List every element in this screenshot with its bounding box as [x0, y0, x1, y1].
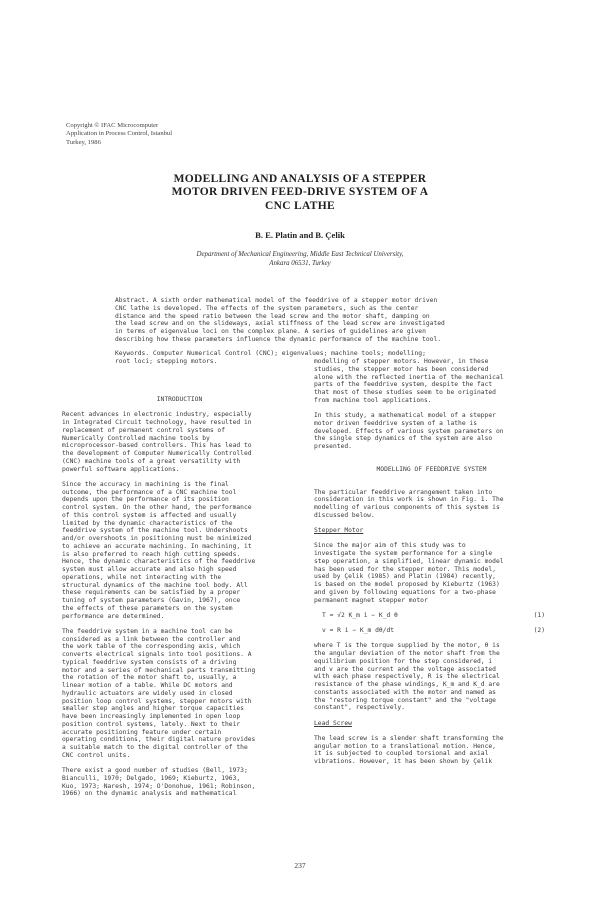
paragraph — [314, 542, 549, 604]
text-line: The lead screw is a slender shaft transforming the — [314, 734, 504, 742]
left-column — [62, 396, 297, 798]
text-line: to achieve an accurate machining. In machining, it — [62, 542, 252, 550]
text-line: these requirements can be satisfied by a proper — [62, 589, 241, 597]
text-line: Numerically Controlled machine tools by — [62, 434, 210, 442]
text-line: depends upon the performance of its position — [62, 496, 229, 504]
section-heading-introduction: INTRODUCTION — [156, 396, 203, 403]
text-line: in Integrated Circuit technology, have resulted in — [62, 419, 252, 426]
section-heading-modelling: MODELLING OF FEEDDRIVE SYSTEM — [376, 465, 487, 473]
text-line: step operation, a simplified, linear dynamic model — [314, 557, 504, 565]
text-line: parts of the feeddrive system, despite the fact — [314, 381, 493, 389]
text-line: the effects of these parameters on the system — [62, 604, 233, 612]
text-line: The feeddrive system in a machine tool can be — [62, 627, 233, 635]
title-line: CNC LATHE — [265, 199, 335, 212]
text-line: outcome, the performance of a CNC machine tool — [62, 488, 237, 496]
text-line: and v are the current and the voltage associated — [314, 665, 496, 673]
text-line: converts electrical signals into tool positions. A — [62, 651, 252, 658]
text-line: and given by following equations for a two-phase — [314, 588, 496, 596]
subsection-heading-lead-screw: Lead Screw — [314, 719, 352, 727]
keywords-line: Keywords. Computer Numerical Control (CNC); eigenvalues; machine tools; modelling; — [115, 350, 426, 357]
text-line: position loop control systems, stepper motors with — [62, 697, 252, 705]
text-line: with each phase respectively, R is the electrical — [314, 673, 500, 681]
text-line: powerful software applications. — [62, 465, 180, 473]
text-line: where T is the torque supplied by the motor, θ is — [314, 642, 500, 650]
paragraph — [314, 735, 549, 766]
abstract-line: distance and the speed ratio between the lead screw and the motor shaft, damping on — [115, 312, 430, 320]
text-line: a suitable match to the digital controller of the — [62, 744, 248, 751]
text-line: is also preferred to reach high cutting speeds. — [62, 550, 241, 558]
text-line: structural dynamics of the machine tool body. All — [62, 581, 248, 589]
text-line: In this study, a mathematical model of a stepper — [314, 412, 496, 419]
text-line: the rotation of the motor shaft to, usually, a — [62, 674, 237, 682]
text-line: resistance of the phase windings, K_m and K_d are — [314, 681, 500, 688]
right-column — [314, 358, 549, 766]
text-line: it is subjected to coupled torsional and axial — [314, 750, 489, 758]
equation-1 — [314, 612, 549, 620]
text-line: performance are determined. — [62, 612, 165, 620]
text-line: that most of these studies seem to be originated — [314, 389, 496, 396]
text-line: feeddrive system of the machine tool. Undershoots — [62, 527, 248, 535]
text-line: angular motion to a translational motion. Hence, — [314, 742, 496, 750]
copyright-line: Application in Process Control, Istanbul — [66, 130, 173, 138]
copyright-notice — [66, 122, 326, 147]
abstract-line: Abstract. A sixth order mathematical model of the feeddrive of a stepper motor driven — [115, 297, 438, 304]
paragraph — [62, 628, 297, 760]
text-line: CNC control units. — [62, 751, 131, 759]
text-line: vibrations. However, it has been shown by Çelik — [314, 758, 493, 765]
paragraph — [62, 481, 297, 621]
paragraph — [62, 411, 297, 473]
text-line: is based on the model proposed by Kieburtz (1963) — [314, 581, 500, 588]
text-line: Bianculli, 1970; Delgado, 1969; Kieburtz, 1963, — [62, 774, 241, 782]
text-line: from machine tool applications. — [314, 396, 432, 404]
text-line: Kuo, 1973; Naresh, 1974; O'Donohue, 1961; Robinson, — [62, 782, 256, 790]
text-line: hydraulic actuators are widely used in closed — [62, 689, 233, 697]
text-line: the "restoring torque constant" and the "voltage — [314, 696, 496, 704]
text-line: The particular feeddrive arrangement taken into — [314, 488, 493, 496]
equation-text: v = R i − K_m dθ/dt — [322, 627, 395, 634]
text-line: smaller step angles and higher torque capacities — [62, 705, 244, 713]
text-line: constant", respectively. — [314, 704, 405, 712]
equation-2 — [314, 627, 549, 635]
text-line: presented. — [314, 443, 352, 450]
text-line: Recent advances in electronic industry, especially — [62, 411, 252, 419]
text-line: modelling of stepper motors. However, in these — [314, 358, 489, 365]
text-line: Since the accuracy in machining is the final — [62, 480, 229, 488]
text-line: alone with the reflected inertia of the mechanical — [314, 373, 504, 381]
text-line: modelling of various components of this system is — [314, 504, 500, 511]
text-line: equilibrium position for the step considered, i — [314, 657, 493, 665]
keywords-line: root loci; stepping motors. — [115, 357, 218, 365]
text-line: considered as a link between the controller and — [62, 635, 241, 643]
text-line: control system. On the other hand, the performance — [62, 504, 252, 511]
equation-number: (1) — [533, 611, 545, 619]
text-line: replacement of permanent control systems of — [62, 426, 226, 434]
abstract-line: the lead screw and on the slideways, axial stiffness of the lead screw are investigated — [115, 320, 445, 328]
text-line: (CNC) machine tools of a great versatility with — [62, 457, 241, 465]
text-line: have been increasingly implemented in open loop — [62, 713, 241, 720]
text-line: tuning of system parameters (Gavin, 1967), once — [62, 597, 241, 604]
text-line: typical feeddrive system consists of a driving — [62, 658, 237, 666]
text-line: operating conditions, their digital nature provides — [62, 736, 256, 744]
copyright-line: Copyright © IFAC Microcomputer — [66, 122, 159, 129]
text-line: Hence, the dynamic characteristics of the feeddrive — [62, 558, 256, 566]
text-line: There exist a good number of studies (Bell, 1973; — [62, 767, 248, 774]
text-line: accurate positioning feature under certain — [62, 728, 222, 736]
affiliation — [100, 251, 500, 268]
subsection-heading-stepper-motor: Stepper Motor — [314, 527, 364, 534]
abstract-line: in terms of eigenvalue loci on the complex plane. A series of guidelines are given — [115, 328, 426, 335]
text-line: system must allow accurate and also high speed — [62, 566, 237, 573]
text-line: studies, the stepper motor has been considered — [314, 365, 489, 373]
text-line: developed. Effects of various system parameters on — [314, 427, 504, 435]
text-line: the development of Computer Numerically Controlled — [62, 450, 252, 457]
affiliation-line: Ankara 06531, Turkey — [269, 259, 331, 267]
abstract-line: describing how these parameters influence the dynamic performance of the machine tool. — [115, 335, 442, 343]
abstract — [115, 297, 495, 344]
copyright-line: Turkey, 1986 — [66, 138, 101, 146]
affiliation-line: Department of Mechanical Engineering, Middle East Technical University, — [196, 251, 404, 258]
page-number: 237 — [294, 861, 306, 870]
text-line: linear motion of a table. While DC motors and — [62, 682, 233, 689]
paragraph — [314, 358, 549, 405]
text-line: the work table of the corresponding axis, which — [62, 643, 241, 651]
text-line: constants associated with the motor and named as — [314, 688, 496, 696]
text-line: permanent magnet stepper motor — [314, 596, 428, 604]
text-line: discussed below. — [314, 511, 375, 519]
text-line: 1966) on the dynamic analysis and mathematical — [62, 790, 237, 798]
text-line: has been used for the stepper motor. This model, — [314, 565, 496, 573]
paragraph — [314, 412, 549, 451]
authors: B. E. Platin and B. Çelik — [255, 230, 345, 240]
text-line: consideration in this work is shown in Fig. 1. The — [314, 496, 504, 504]
paragraph — [314, 489, 549, 520]
text-line: the angular deviation of the motor shaft from the — [314, 650, 500, 657]
title-line: MODELLING AND ANALYSIS OF A STEPPER — [173, 173, 427, 185]
text-line: microprocessor-based controllers. This has lead to — [62, 442, 252, 450]
text-line: limited by the dynamic characteristics of the — [62, 519, 233, 527]
equation-number: (2) — [533, 627, 545, 634]
text-line: position control systems, lately. Next to their — [62, 720, 241, 728]
equation-text: T = √2 K_m i − K_d θ — [322, 611, 398, 619]
text-line: of this control system is affected and usually — [62, 511, 237, 519]
text-line: motor driven feeddrive system of a lathe is — [314, 419, 478, 427]
text-line: the single step dynamics of the system are also — [314, 435, 493, 443]
paper-title — [100, 173, 500, 213]
text-line: and/or overshoots in positioning must be minimized — [62, 535, 252, 542]
text-line: used by Çelik (1985) and Platin (1984) recently, — [314, 573, 496, 581]
abstract-line: CNC lathe is developed. The effects of the system parameters, such as the center — [115, 304, 419, 312]
text-line: Since the major aim of this study was to — [314, 542, 466, 550]
text-line: investigate the system performance for a single — [314, 550, 493, 557]
text-line: motor and a series of mechanical parts transmitting — [62, 666, 256, 674]
title-line: MOTOR DRIVEN FEED-DRIVE SYSTEM OF A — [171, 186, 429, 199]
paragraph — [314, 642, 549, 712]
paragraph — [62, 767, 297, 798]
text-line: operations, while not interacting with the — [62, 573, 222, 581]
